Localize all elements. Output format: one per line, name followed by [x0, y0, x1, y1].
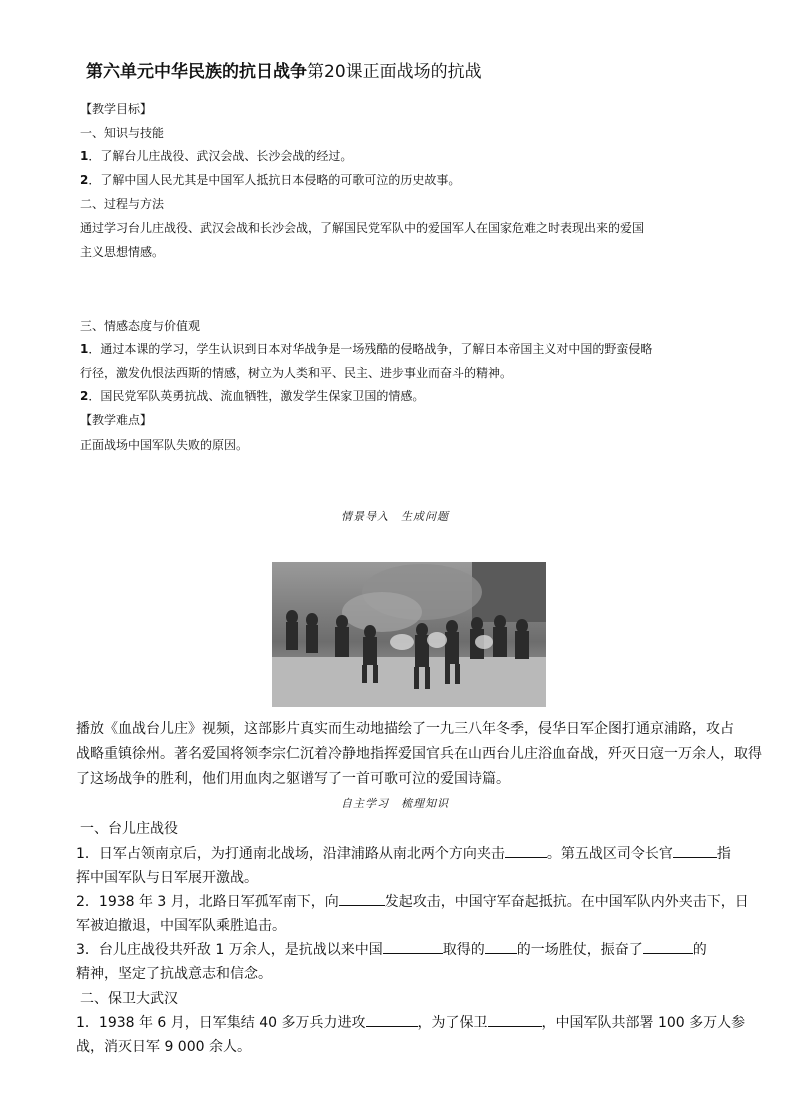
objective-item [80, 172, 460, 188]
process-text-line1: 通过学习台儿庄战役、武汉会战和长沙会战，了解国民党军队中的爱国军人在国家危难之时表现出来的爱国 [80, 221, 645, 235]
values-text-line2: 行径，激发仇恨法西斯的情感，树立为人类和平、民主、进步事业而奋斗的精神。 [80, 366, 513, 380]
item-text: ．国民党军队英勇抗战、流血牺牲，激发学生保家卫国的情感。 [88, 389, 425, 403]
battle-photo [272, 562, 546, 707]
objectives-heading: 【教学目标】 [80, 102, 153, 116]
page-title [86, 61, 482, 83]
blank-field[interactable] [383, 941, 443, 954]
fill-item [76, 941, 707, 959]
item-text: 1．1938 年 6 月，日军集结 40 多万兵力进攻 [76, 1015, 366, 1031]
item-text: ，中国军队共部署 100 多万人参 [541, 1015, 746, 1031]
blank-field[interactable] [643, 941, 693, 954]
item-text: 发起攻击，中国守军奋起抵抗。在中国军队内外夹击下，日 [384, 894, 749, 910]
item-text: 取得的 [442, 942, 485, 958]
fill-item-line2: 挥中国军队与日军展开激战。 [76, 870, 258, 886]
item-text: 。第五战区司令长官 [546, 846, 673, 862]
section-wuhan-title: 二、保卫大武汉 [80, 991, 178, 1007]
fill-item [76, 893, 749, 911]
item-number: 2 [80, 173, 89, 187]
section-process-title: 二、过程与方法 [80, 197, 165, 211]
item-text: 3．台儿庄战役共歼敌 1 万余人，是抗战以来中国 [76, 942, 383, 958]
section-values-title: 三、情感态度与价值观 [80, 319, 201, 333]
item-text: ，为了保卫 [417, 1015, 488, 1031]
intro-para-line3: 了这场战争的胜利，他们用血肉之躯谱写了一首可歌可泣的爱国诗篇。 [76, 771, 510, 787]
item-number: 2 [80, 389, 89, 403]
section-knowledge-title: 一、知识与技能 [80, 126, 165, 140]
objective-item [80, 148, 352, 164]
difficulty-text: 正面战场中国军队失败的原因。 [80, 438, 249, 452]
blank-field[interactable] [485, 941, 517, 954]
intro-para-line2: 战略重镇徐州。著名爱国将领李宗仁沉着冷静地指挥爱国官兵在山西台儿庄浴血奋战，歼灭日寇一万余人，取得 [76, 746, 762, 762]
blank-field[interactable] [505, 845, 547, 858]
item-text: 2．1938 年 3 月，北路日军孤军南下，向 [76, 894, 339, 910]
objective-item [80, 341, 652, 357]
difficulty-heading: 【教学难点】 [80, 413, 153, 427]
intro-heading: 情景导入 生成问题 [341, 510, 449, 523]
blank-field[interactable] [366, 1014, 418, 1027]
item-text: ．通过本课的学习，学生认识到日本对华战争是一场残酷的侵略战争，了解日本帝国主义对中国的野蛮侵略 [88, 342, 653, 356]
item-text: ．了解中国人民尤其是中国军人抵抗日本侵略的可歌可泣的历史故事。 [88, 173, 461, 187]
item-text: 的一场胜仗，振奋了 [516, 942, 643, 958]
section-taierzhuang-title: 一、台儿庄战役 [80, 821, 178, 837]
blank-field[interactable] [339, 893, 385, 906]
intro-para-line1: 播放《血战台儿庄》视频，这部影片真实而生动地描绘了一九三八年冬季，侵华日军企图打通京浦路，攻占 [76, 721, 734, 737]
item-number: 1 [80, 149, 89, 163]
fill-item [76, 845, 731, 863]
fill-item [76, 1014, 745, 1032]
item-number: 1 [80, 342, 89, 356]
fill-item-line2: 军被迫撤退，中国军队乘胜追击。 [76, 918, 286, 934]
self-study-heading: 自主学习 梳理知识 [341, 797, 449, 810]
battle-scene-image [272, 562, 546, 707]
blank-field[interactable] [488, 1014, 542, 1027]
blank-field[interactable] [673, 845, 717, 858]
item-text: 的 [692, 942, 707, 958]
item-text: ．了解台儿庄战役、武汉会战、长沙会战的经过。 [88, 149, 353, 163]
unit-title: 第六单元中华民族的抗日战争 [86, 62, 307, 82]
fill-item-line2: 精神，坚定了抗战意志和信念。 [76, 966, 272, 982]
fill-item-line2: 战，消灭日军 9 000 余人。 [76, 1039, 251, 1055]
process-text-line2: 主义思想情感。 [80, 245, 165, 259]
objective-item [80, 388, 424, 404]
item-text: 1．日军占领南京后，为打通南北战场，沿津浦路从南北两个方向夹击 [76, 846, 505, 862]
item-text: 指 [716, 846, 731, 862]
lesson-title: 第20课正面战场的抗战 [307, 62, 482, 82]
